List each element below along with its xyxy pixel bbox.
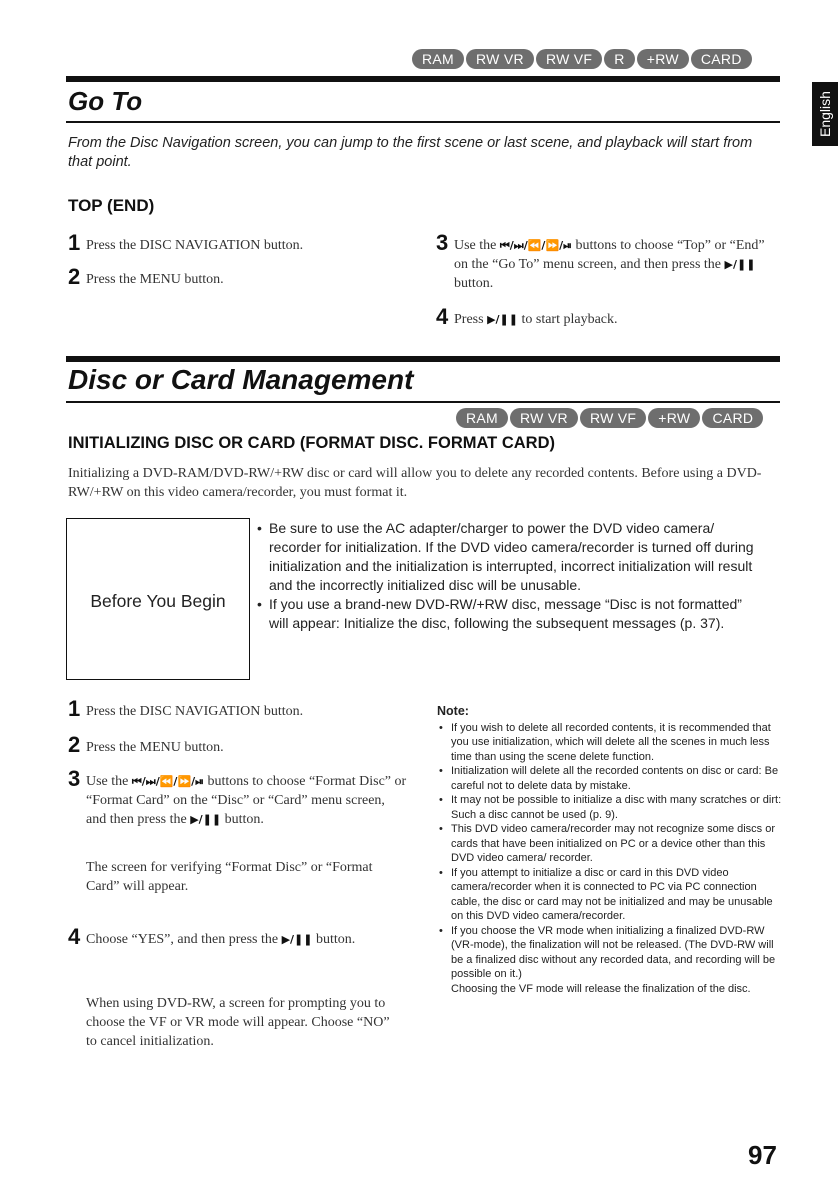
badge-rw-vr: RW VR	[466, 49, 534, 69]
badge-ram: RAM	[412, 49, 464, 69]
step-text: Press the MENU button.	[86, 272, 224, 287]
goto-subheading: TOP (END)	[68, 196, 155, 215]
goto-title: Go To	[68, 86, 143, 116]
list-item: • Initialization will delete all the recorded contents on disc or card: Be careful not to delete data by mistake.	[437, 764, 783, 793]
play-pause-icon: ▶/❚❚	[487, 313, 518, 326]
disc-step-2	[68, 734, 408, 757]
badge-r: R	[604, 49, 634, 69]
list-item: • It may not be possible to initialize a disc with many scratches or dirt: Such a disc cannot be used (p. 9).	[437, 793, 783, 822]
page-number: 97	[748, 1140, 777, 1170]
step-number: 3	[68, 766, 81, 791]
disc-title: Disc or Card Management	[68, 364, 414, 395]
badge-plus-rw: +RW	[648, 408, 700, 428]
disc-step-4	[68, 926, 408, 949]
step-text: Press ▶/❚❚ to start playback.	[454, 312, 618, 327]
play-pause-icon: ▶/❚❚	[281, 933, 313, 946]
section-rule-top	[66, 356, 780, 362]
list-item: • Be sure to use the AC adapter/charger to power the DVD video camera/ recorder for initialization. If the DVD video camera/recorder is turned off during initialization and the initialization is interrupted, incorrect initialization will result and the incorrectly initialized disc will be unusable.	[255, 519, 760, 595]
skip-search-play-buttons-icon: ⏮/⏭/⏪/⏩/⏯	[131, 775, 204, 788]
section-rule-bottom	[66, 121, 780, 123]
step-text: Use the ⏮/⏭/⏪/⏩/⏯ buttons to choose “Format Disc” or “Format Card” on the “Disc” or “Card” menu screen, and then press the ▶/❚❚ button.	[86, 774, 407, 827]
badge-card: CARD	[691, 49, 752, 69]
step-number: 1	[68, 230, 81, 255]
play-pause-icon: ▶/❚❚	[724, 258, 756, 271]
badge-plus-rw: +RW	[637, 49, 689, 69]
notes-panel	[437, 704, 783, 996]
list-item: • If you choose the VR mode when initializing a finalized DVD-RW (VR-mode), the finalization will not be released. (The DVD-RW will be a finalized disc without any recorded data, and recording will be possible on it.)	[437, 924, 783, 982]
disc-type-badges	[456, 408, 763, 428]
badge-card: CARD	[702, 408, 763, 428]
disc-step-1	[68, 698, 408, 721]
badge-ram: RAM	[456, 408, 508, 428]
step-number: 4	[436, 304, 449, 329]
step-number: 2	[68, 732, 81, 757]
section-rule-bottom	[66, 401, 780, 403]
badge-rw-vr: RW VR	[510, 408, 578, 428]
language-tab	[812, 82, 838, 146]
play-pause-icon: ▶/❚❚	[190, 813, 222, 826]
before-you-begin-label: Before You Begin	[90, 591, 226, 611]
goto-step-2	[68, 266, 388, 289]
step-number: 3	[436, 230, 449, 255]
step-text: Press the MENU button.	[86, 740, 224, 755]
goto-step-1	[68, 232, 388, 255]
before-you-begin-box	[66, 518, 250, 680]
before-you-begin-list	[255, 519, 760, 633]
step-text: Use the ⏮/⏭/⏪/⏩/⏯ buttons to choose “Top” or “End” on the “Go To” menu screen, and then press the ▶/❚❚ button.	[454, 238, 765, 291]
list-item: • If you wish to delete all recorded contents, it is recommended that you use initialization, which will delete all the scenes in much less time than using the scene delete function.	[437, 721, 783, 765]
list-item: • This DVD video camera/recorder may not recognize some discs or cards that have been initialized on PC or a device other than this DVD video camera/ recorder.	[437, 822, 783, 866]
language-tab-label: English	[817, 91, 833, 137]
step-text: Choose “YES”, and then press the ▶/❚❚ button.	[86, 932, 356, 947]
notes-tail: Choosing the VF mode will release the finalization of the disc.	[451, 982, 751, 995]
skip-search-play-buttons-icon: ⏮/⏭/⏪/⏩/⏯	[499, 239, 572, 252]
badge-rw-vf: RW VF	[536, 49, 602, 69]
disc-subheading: INITIALIZING DISC OR CARD (FORMAT DISC. FORMAT CARD)	[68, 434, 556, 452]
badge-rw-vf: RW VF	[580, 408, 646, 428]
step-number: 1	[68, 696, 81, 721]
notes-title: Note:	[437, 704, 469, 718]
goto-step-4	[436, 306, 766, 329]
list-item: • If you use a brand-new DVD-RW/+RW disc, message “Disc is not formatted” will appear: Initialize the disc, following the subsequent messages (p. 37).	[255, 595, 760, 633]
goto-intro: From the Disc Navigation screen, you can jump to the first scene or last scene, and playback will start from that point.	[68, 135, 753, 170]
disc-step-4-note: When using DVD-RW, a screen for prompting you to choose the VF or VR mode will appear. Choose “NO” to cancel initialization.	[86, 996, 390, 1049]
step-text: Press the DISC NAVIGATION button.	[86, 238, 304, 253]
section-rule-top	[66, 76, 780, 82]
notes-list	[437, 721, 783, 982]
step-number: 2	[68, 264, 81, 289]
list-item: • If you attempt to initialize a disc or card in this DVD video camera/recorder when it is connected to PC via PC connection cable, the disc or card may not be initialized and may be unusable on this DVD video camera/recorder.	[437, 866, 783, 924]
disc-intro: Initializing a DVD-RAM/DVD-RW/+RW disc or card will allow you to delete any recorded contents. Before using a DVD-RW/+RW on this video camera/recorder, you must format it.	[68, 466, 762, 500]
disc-step-3-note: The screen for verifying “Format Disc” or “Format Card” will appear.	[86, 860, 373, 894]
step-text: Press the DISC NAVIGATION button.	[86, 704, 304, 719]
disc-step-3	[68, 768, 408, 829]
step-number: 4	[68, 924, 81, 949]
goto-step-3	[436, 232, 766, 293]
disc-type-badges	[412, 49, 752, 69]
